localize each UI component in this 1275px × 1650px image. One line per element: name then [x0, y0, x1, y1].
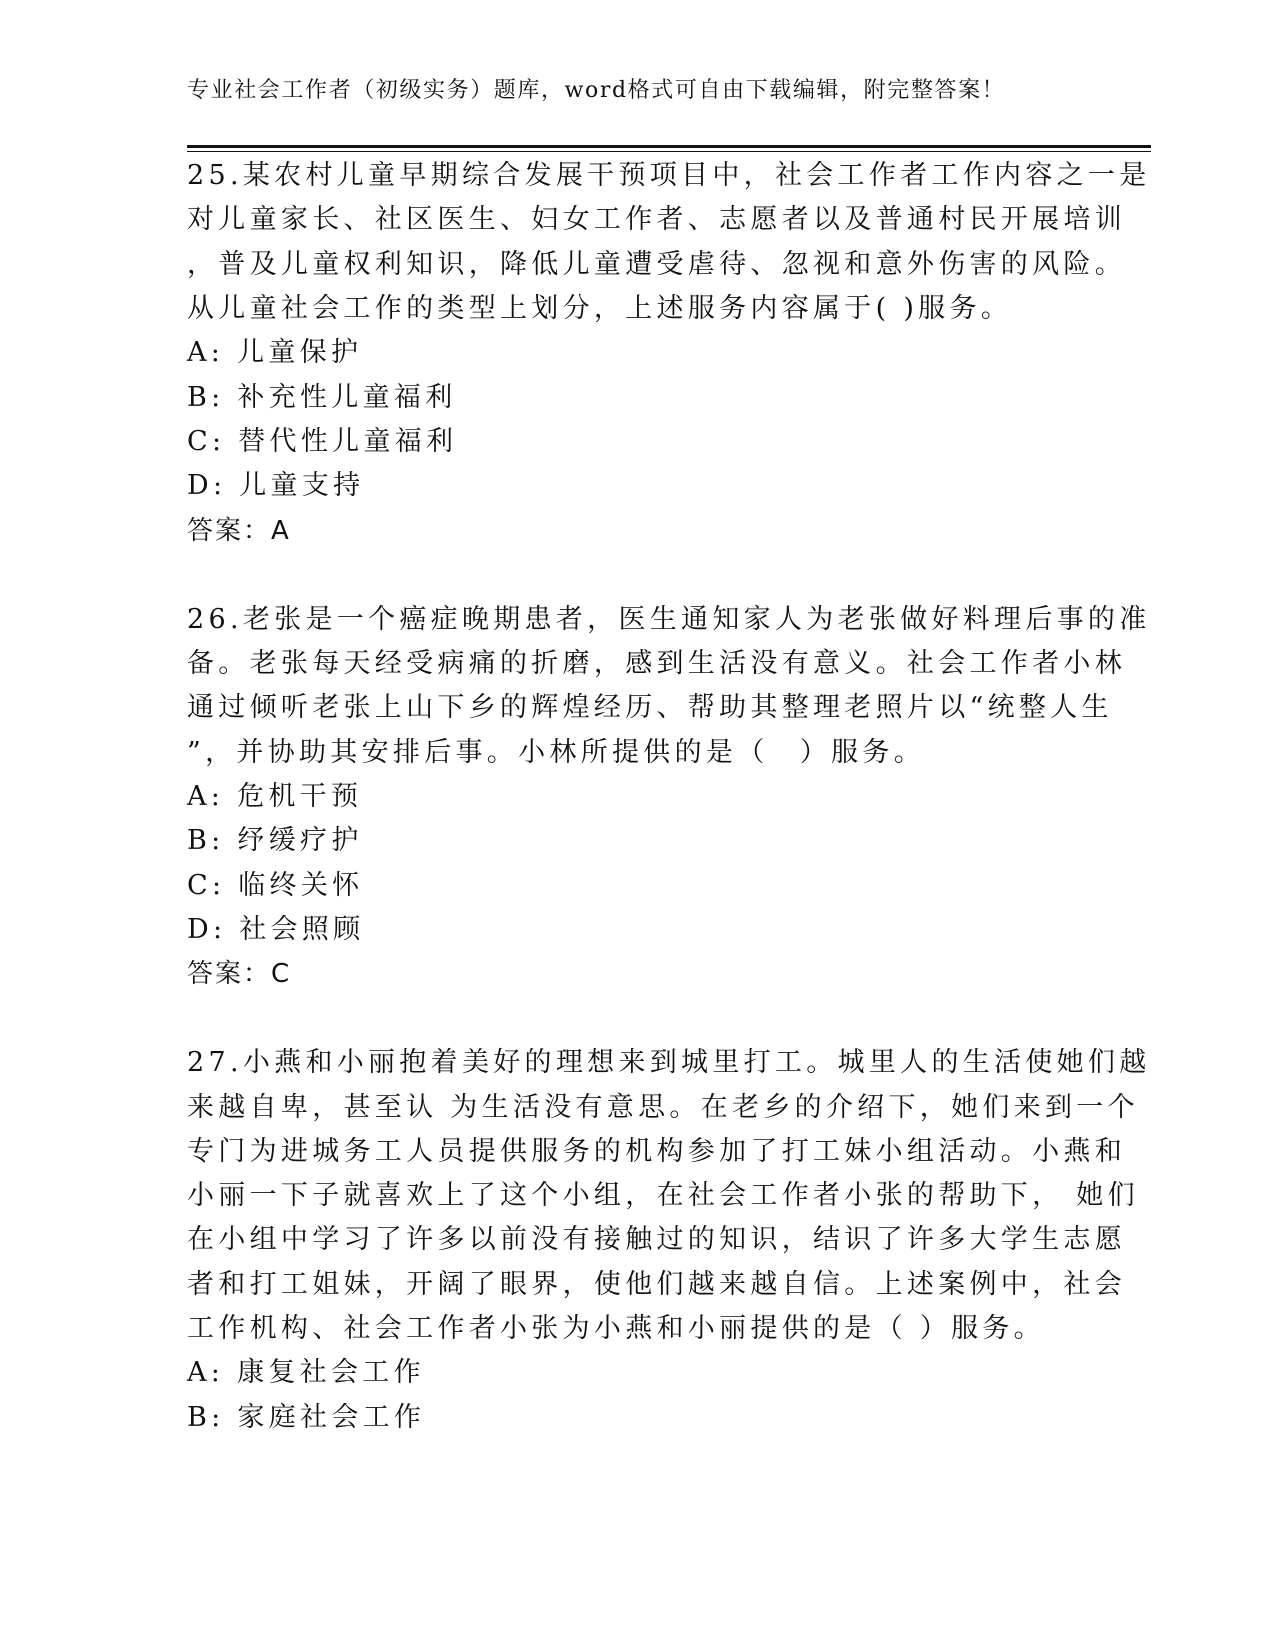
question-25-stem-line-4: 从儿童社会工作的类型上划分，上述服务内容属于( )服务。 [187, 293, 1013, 324]
page-header: 专业社会工作者（初级实务）题库，word格式可自由下载编辑，附完整答案！ [187, 78, 1006, 103]
question-27-stem-line-2: 来越自卑，甚至认 为生活没有意思。在老乡的介绍下，她们来到一个 [187, 1092, 1139, 1123]
header-divider-thin [187, 151, 1151, 152]
question-25-stem-line-2: 对儿童家长、社区医生、妇女工作者、志愿者以及普通村民开展培训 [187, 204, 1126, 235]
question-25-option-d: D: 儿童支持 [187, 470, 365, 501]
question-26-answer: 答案：C [187, 959, 292, 989]
question-26-stem-line-2: 备。老张每天经受病痛的折磨，感到生活没有意义。社会工作者小林 [187, 648, 1126, 679]
question-26-stem-line-4: ”，并协助其安排后事。小林所提供的是（ ）服务。 [187, 737, 926, 768]
question-27-stem-line-6: 者和打工姐妹，开阔了眼界，使他们越来越自信。上述案例中，社会 [187, 1269, 1126, 1300]
question-26-option-c: C: 临终关怀 [187, 870, 364, 901]
question-26-stem-line-3: 通过倾听老张上山下乡的辉煌经历、帮助其整理老照片以“统整人生 [187, 692, 1113, 723]
question-25-option-a: A: 儿童保护 [187, 337, 363, 368]
question-25-answer: 答案：A [187, 516, 291, 546]
question-25-option-b: B: 补充性儿童福利 [187, 382, 457, 413]
question-25-option-c: C: 替代性儿童福利 [187, 426, 458, 457]
header-divider-thick [187, 145, 1151, 148]
question-27-stem-line-5: 在小组中学习了许多以前没有接触过的知识，结识了许多大学生志愿 [187, 1224, 1126, 1255]
question-26-option-a: A: 危机干预 [187, 781, 363, 812]
question-25-stem-line-1: 25.某农村儿童早期综合发展干预项目中，社会工作者工作内容之一是 [187, 160, 1151, 191]
question-27-stem-line-7: 工作机构、社会工作者小张为小燕和小丽提供的是（ ）服务。 [187, 1313, 1045, 1344]
question-27-option-b: B: 家庭社会工作 [187, 1402, 426, 1433]
question-27-option-a: A: 康复社会工作 [187, 1357, 425, 1388]
question-26-stem-line-1: 26.老张是一个癌症晚期患者，医生通知家人为老张做好料理后事的准 [187, 604, 1151, 635]
question-27-stem-line-4: 小丽一下子就喜欢上了这个小组，在社会工作者小张的帮助下， 她们 [187, 1180, 1139, 1211]
question-25-stem-line-3: ，普及儿童权利知识，降低儿童遭受虐待、忽视和意外伤害的风险。 [187, 249, 1126, 280]
question-27-stem-line-1: 27.小燕和小丽抱着美好的理想来到城里打工。城里人的生活使她们越 [187, 1047, 1151, 1078]
question-26-option-d: D: 社会照顾 [187, 914, 365, 945]
question-27-stem-line-3: 专门为进城务工人员提供服务的机构参加了打工妹小组活动。小燕和 [187, 1136, 1126, 1167]
question-26-option-b: B: 纾缓疗护 [187, 825, 363, 856]
